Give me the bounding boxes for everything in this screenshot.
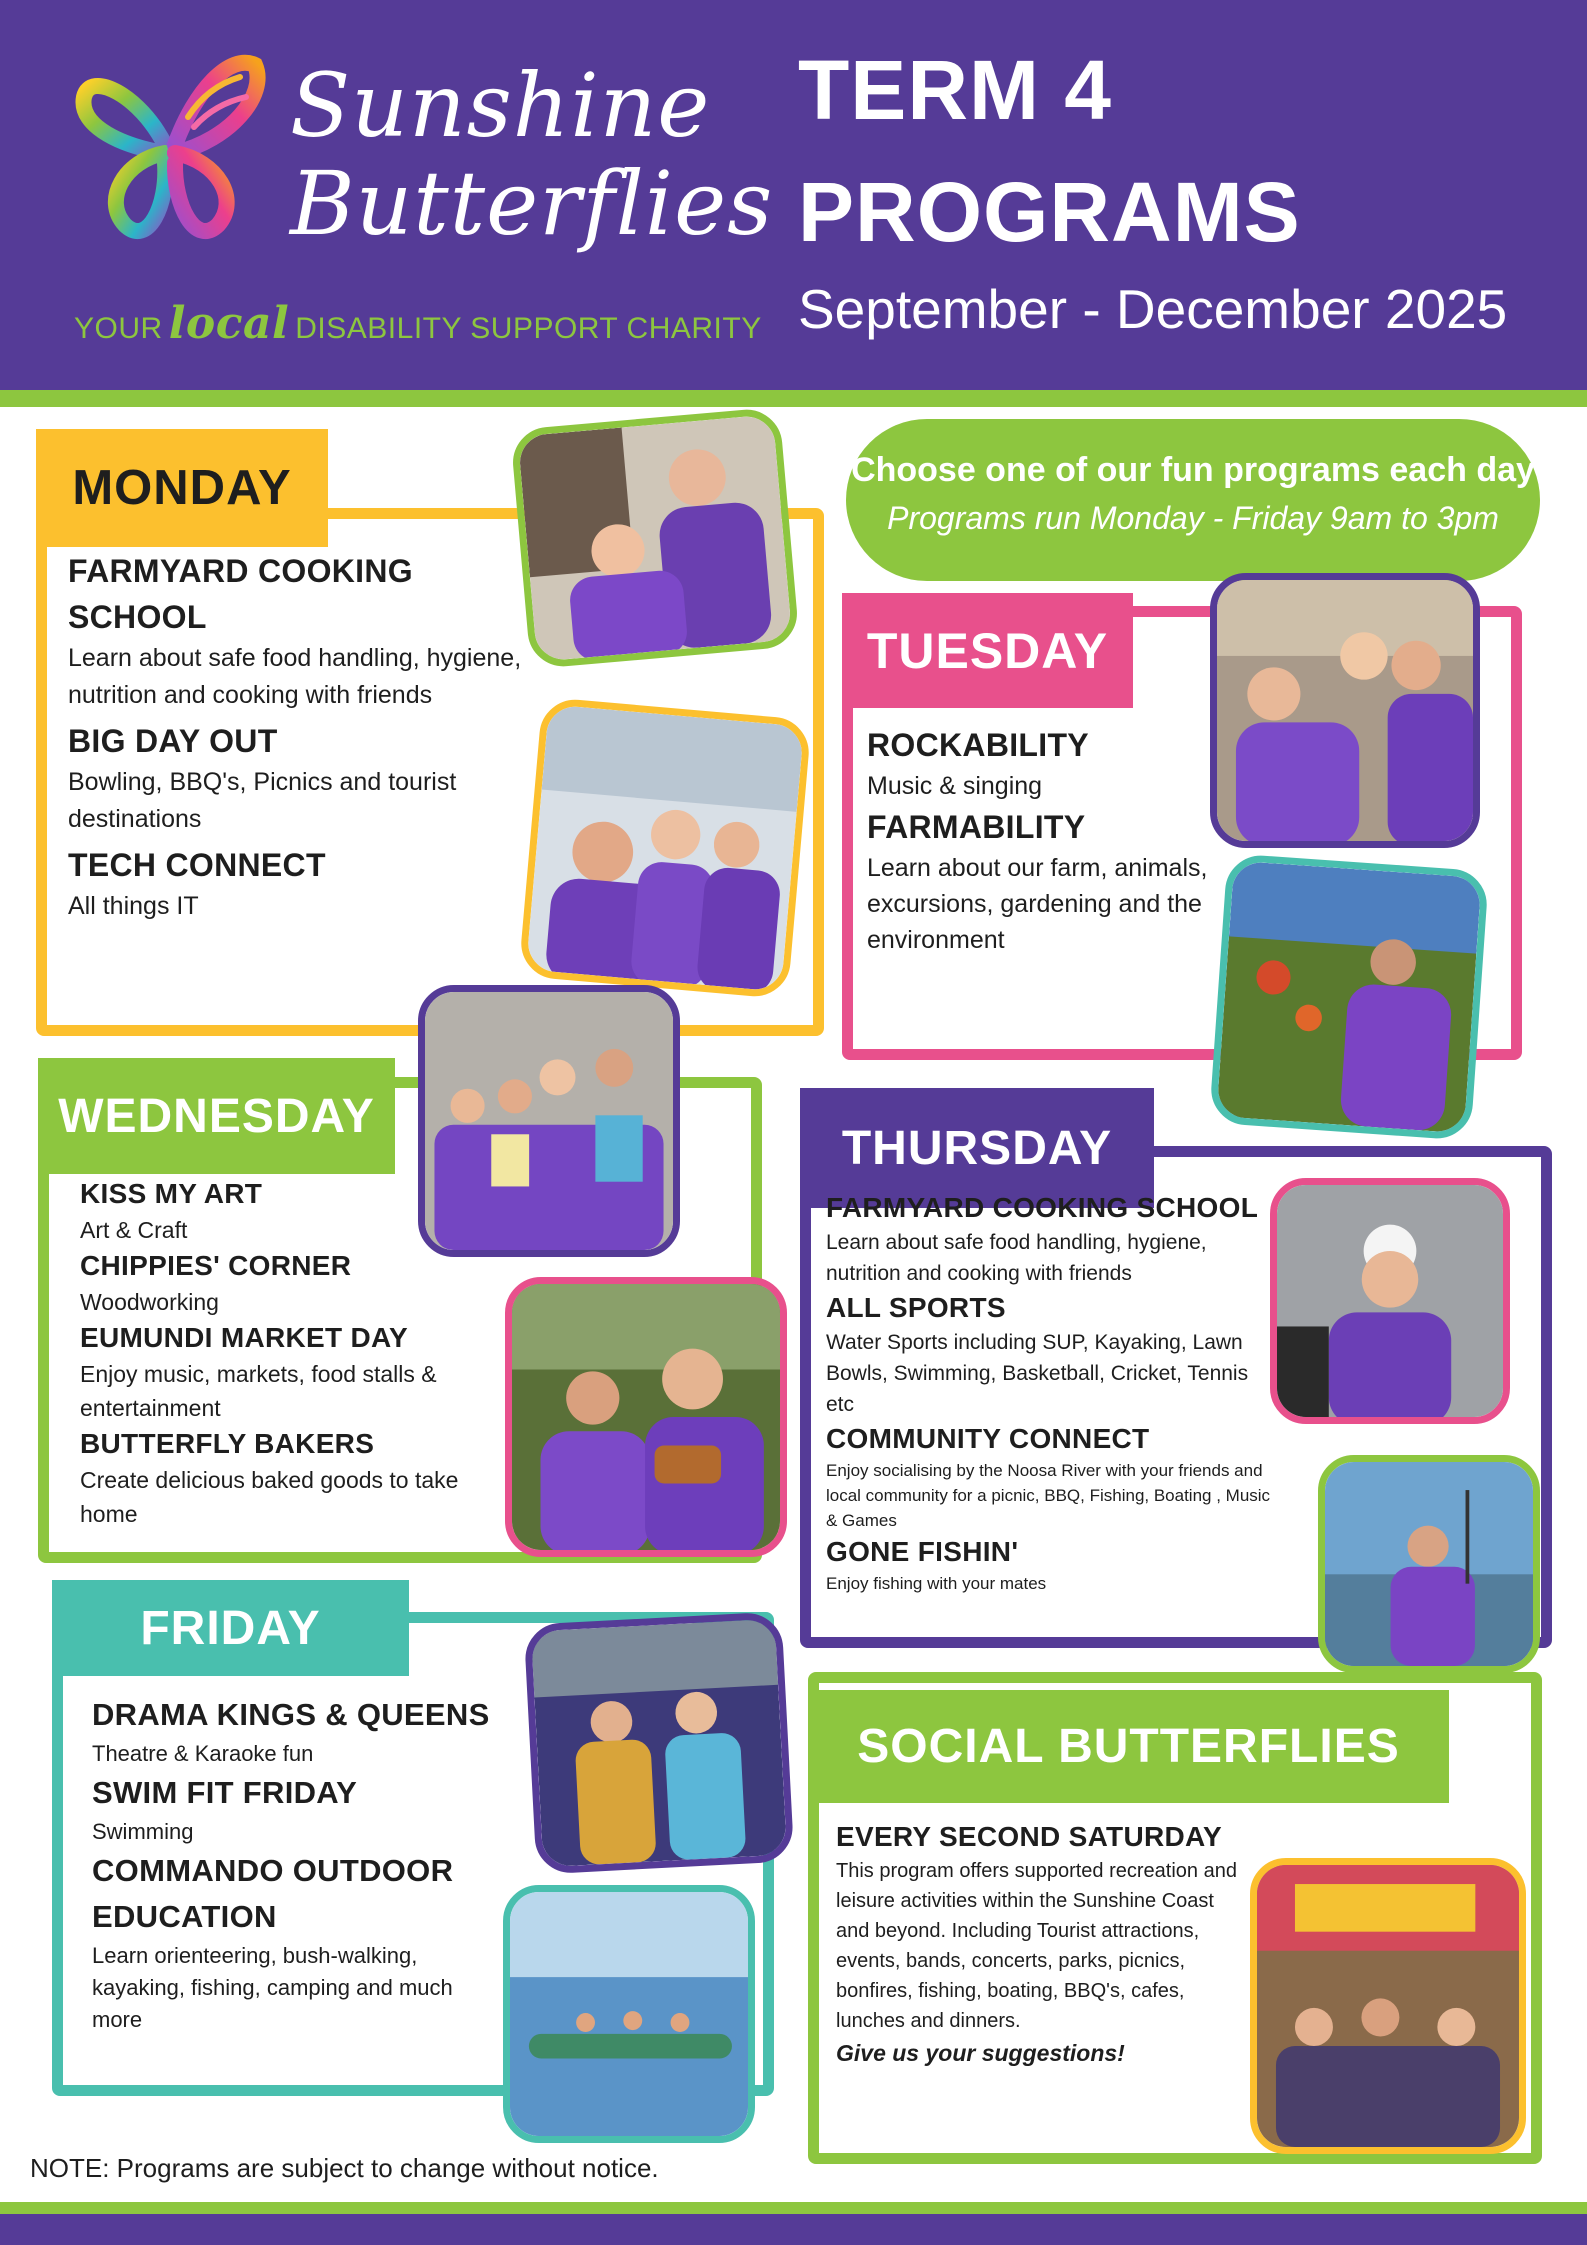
program-title: KISS MY ART [80, 1178, 263, 1209]
photo-farmability [1209, 853, 1489, 1141]
program-title: EUMUNDI MARKET DAY [80, 1322, 408, 1353]
program-title: CHIPPIES' CORNER [80, 1250, 352, 1281]
program-description: Learn about our farm, animals, excursions, gardening and the environment [867, 854, 1208, 954]
program-title: ROCKABILITY [867, 727, 1089, 763]
program-title: BIG DAY OUT [68, 723, 278, 759]
social-butterflies-heading: SOCIAL BUTTERFLIES [808, 1690, 1449, 1803]
thursday-programs [826, 1189, 1276, 1596]
program-description: All things IT [68, 892, 199, 920]
photo-commando-outdoor [503, 1885, 755, 2143]
footer-bar [0, 2214, 1587, 2245]
photo-butterfly-bakers [505, 1277, 787, 1557]
logo-name-line1: Sunshine [290, 54, 711, 157]
program-title: DRAMA KINGS & QUEENS [92, 1697, 490, 1732]
friday-heading: FRIDAY [52, 1580, 409, 1676]
program-description: Theatre & Karaoke fun [92, 1741, 314, 1766]
footer-stripe [0, 2202, 1587, 2214]
program-description: Learn orienteering, bush-walking, kayaking, fishing, camping and much more [92, 1943, 453, 2032]
photo-rockability [1210, 573, 1480, 848]
photo-social-butterflies [1250, 1858, 1526, 2154]
program-title: COMMUNITY CONNECT [826, 1423, 1150, 1454]
program-title: GONE FISHIN' [826, 1536, 1019, 1567]
program-title: TECH CONNECT [68, 847, 326, 883]
disclaimer-note: NOTE: Programs are subject to change without notice. [30, 2153, 659, 2183]
tuesday-heading: TUESDAY [842, 593, 1133, 708]
term-dates: September - December 2025 [798, 278, 1508, 340]
choose-line1: Choose one of our fun programs each day [851, 451, 1535, 489]
program-title: FARMABILITY [867, 809, 1086, 845]
photo-big-day-out [518, 697, 811, 999]
tuesday-programs [867, 722, 1247, 958]
program-title: BUTTERFLY BAKERS [80, 1428, 375, 1459]
program-title: COMMANDO OUTDOOR EDUCATION [92, 1853, 454, 1934]
program-description: Learn about safe food handling, hygiene, nutrition and cooking with friends [68, 644, 522, 709]
program-description: This program offers supported recreation and leisure activities within the Sunshine Coast and beyond. Including Tourist attractions, events, bands, concerts, parks, picnics, bonfires, fishing, boating, BBQ's, cafes, lunches and dinners. [836, 1860, 1237, 2032]
photo-drama-kings-queens [524, 1611, 795, 1874]
program-description: Enjoy fishing with your mates [826, 1574, 1047, 1593]
choose-program-banner [846, 419, 1540, 581]
butterfly-logo-icon [70, 35, 270, 245]
program-description: Water Sports including SUP, Kayaking, Lawn Bowls, Swimming, Basketball, Cricket, Tennis etc [826, 1331, 1249, 1416]
program-title: EVERY SECOND SATURDAY [836, 1821, 1222, 1852]
photo-kiss-my-art [418, 985, 680, 1257]
program-description: Learn about safe food handling, hygiene, nutrition and cooking with friends [826, 1231, 1207, 1285]
program-title: FARMYARD COOKING SCHOOL [826, 1192, 1259, 1223]
tagline-before: YOUR [74, 312, 163, 345]
logo-name-line2: Butterflies [290, 152, 774, 255]
monday-programs [68, 548, 528, 929]
program-title: ALL SPORTS [826, 1292, 1006, 1323]
tagline [74, 298, 762, 349]
program-description: Art & Craft [80, 1217, 188, 1243]
program-title: SWIM FIT FRIDAY [92, 1775, 358, 1810]
program-description: Create delicious baked goods to take home [80, 1467, 459, 1527]
tagline-local: local [168, 298, 290, 349]
photo-thursday-cooking [1270, 1178, 1510, 1424]
social-butterflies-content [836, 1818, 1248, 2070]
program-title: FARMYARD COOKING SCHOOL [68, 553, 413, 635]
header-stripe [0, 390, 1587, 407]
program-description: Swimming [92, 1819, 194, 1844]
choose-line2: Programs run Monday - Friday 9am to 3pm [887, 500, 1499, 536]
program-description: Woodworking [80, 1289, 219, 1315]
suggestions-callout: Give us your suggestions! [836, 2040, 1125, 2066]
program-description: Music & singing [867, 772, 1043, 800]
monday-heading: MONDAY [36, 429, 328, 547]
program-description: Enjoy socialising by the Noosa River with your friends and local community for a picnic, BBQ, Fishing, Boating , Music & Games [826, 1461, 1271, 1530]
tagline-after: DISABILITY SUPPORT CHARITY [295, 312, 762, 345]
photo-cooking-school [510, 407, 800, 670]
wednesday-heading: WEDNESDAY [38, 1058, 395, 1174]
thursday-heading: THURSDAY [800, 1088, 1154, 1208]
program-description: Bowling, BBQ's, Picnics and tourist destinations [68, 768, 457, 833]
friday-programs [92, 1692, 502, 2036]
photo-gone-fishin [1318, 1455, 1540, 1673]
term-title-line1: TERM 4 [798, 43, 1113, 137]
program-description: Enjoy music, markets, food stalls & entertainment [80, 1361, 437, 1421]
term-title-line2: PROGRAMS [798, 165, 1301, 259]
